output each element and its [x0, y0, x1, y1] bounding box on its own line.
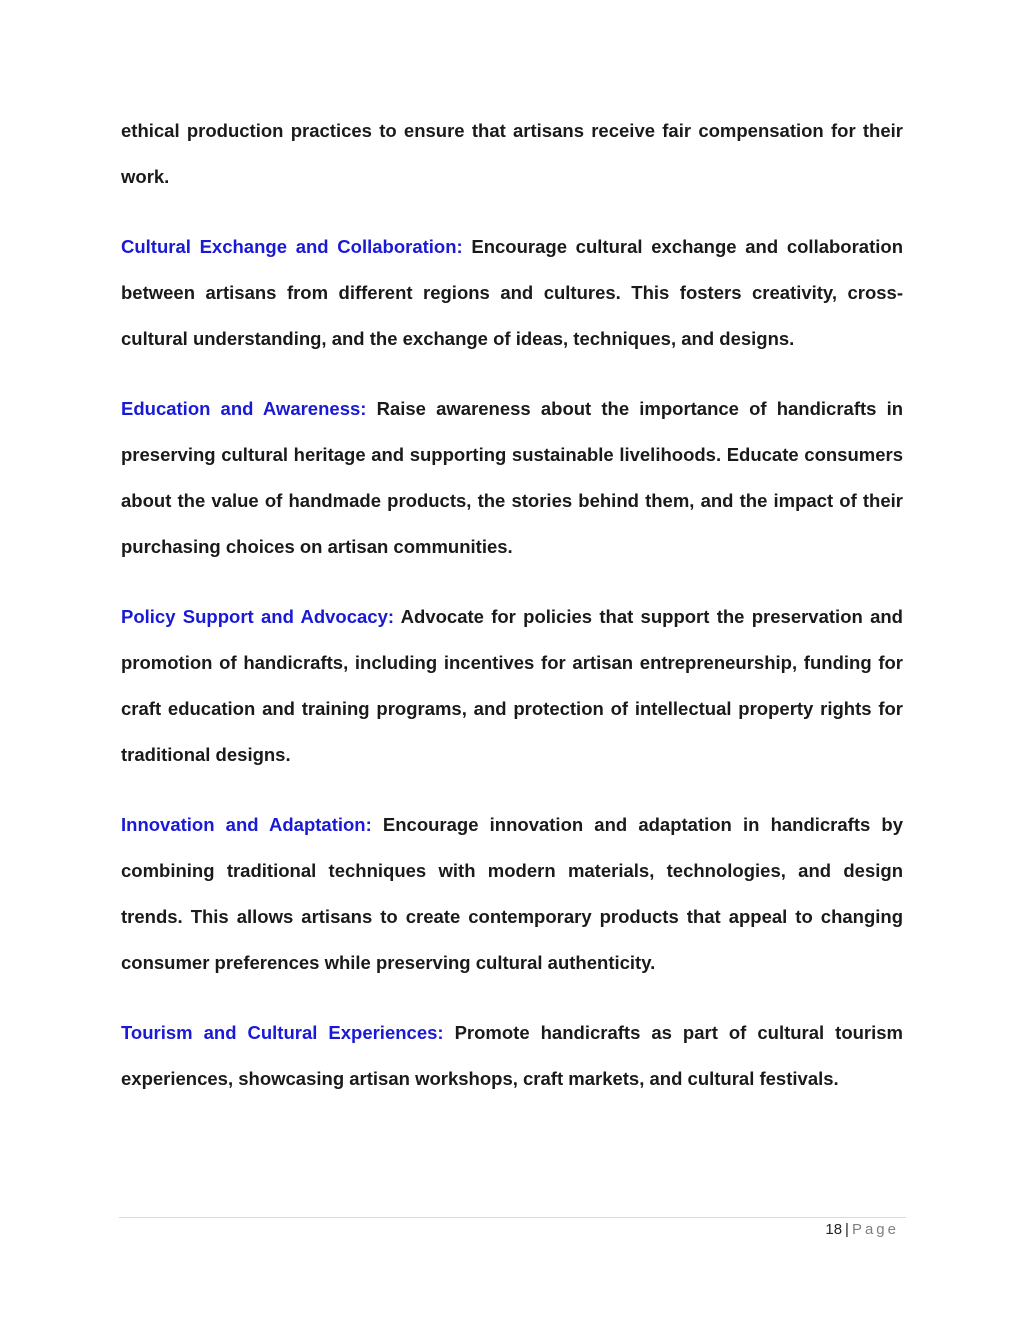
paragraph-education [121, 386, 903, 570]
paragraph-text: Raise awareness about the importance of handicrafts in preserving cultural heritage and supporting sustainable livelihoods. Educate consumers about the value of handmade products, the stories behind them, and the impact of their purchasing choices on artisan communities. [121, 398, 904, 557]
paragraph-heading: Cultural Exchange and Collaboration: [121, 236, 463, 257]
paragraph-policy [121, 594, 903, 778]
paragraph-cultural-exchange [121, 224, 903, 362]
paragraph-heading: Education and Awareness: [121, 398, 367, 419]
paragraph-text: Encourage innovation and adaptation in handicrafts by combining traditional techniques with modern materials, technologies, and design trends. This allows artisans to create contemporary products that appeal to changing consumer preferences while preserving cultural authenticity. [121, 814, 904, 973]
paragraph-heading: Policy Support and Advocacy: [121, 606, 395, 627]
footer-separator: | [845, 1221, 849, 1238]
paragraph-heading: Tourism and Cultural Experiences: [121, 1022, 444, 1043]
paragraph-text: Promote handicrafts as part of cultural tourism experiences, showcasing artisan workshops, craft markets, and cultural festivals. [121, 1022, 904, 1089]
page-number: 18 [825, 1221, 843, 1238]
paragraph-text: Encourage cultural exchange and collaboration between artisans from different regions and cultures. This fosters creativity, cross-cultural understanding, and the exchange of ideas, techniques, and designs. [121, 236, 903, 349]
paragraph-continuation [121, 108, 903, 200]
page-footer [825, 1221, 899, 1238]
paragraph-tourism [121, 1010, 903, 1102]
page-label: Page [851, 1221, 899, 1238]
page-body [121, 108, 903, 1126]
paragraph-heading: Innovation and Adaptation: [121, 814, 372, 835]
paragraph-text: ethical production practices to ensure that artisans receive fair compensation for their work. [121, 120, 903, 187]
footer-divider [119, 1217, 906, 1218]
paragraph-text: Advocate for policies that support the preservation and promotion of handicrafts, including incentives for artisan entrepreneurship, funding for craft education and training programs, and protection of intellectual property rights for traditional designs. [121, 606, 903, 765]
paragraph-innovation [121, 802, 903, 986]
